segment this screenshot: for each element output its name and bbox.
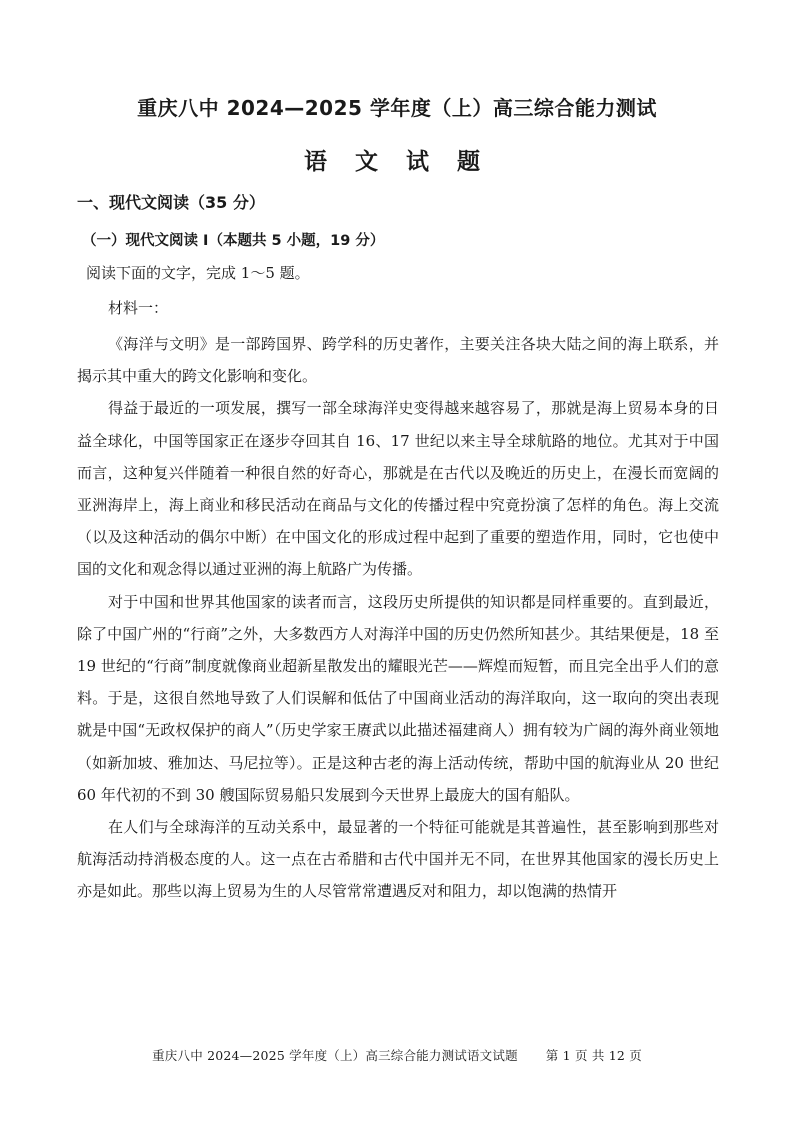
subject-title: 语 文 试 题 — [303, 149, 491, 175]
passage-body — [77, 328, 719, 908]
footer-exam-name: 重庆八中 2024—2025 学年度（上）高三综合能力测试语文试题 — [152, 1048, 518, 1063]
footer-page-info: 第 1 页 共 12 页 — [545, 1048, 642, 1063]
material-label: 材料一： — [108, 299, 169, 317]
section-heading: 一、现代文阅读（35 分） — [77, 193, 265, 212]
passage-paragraph: 《海洋与文明》是一部跨国界、跨学科的历史著作，主要关注各块大陆之间的海上联系，并揭示其中重大的跨文化影响和变化。 — [77, 335, 719, 386]
reading-instruction: 阅读下面的文字，完成 1～5 题。 — [86, 264, 310, 282]
passage-paragraph: 对于中国和世界其他国家的读者而言，这段历史所提供的知识都是同样重要的。直到最近，除了中国广州的“行商”之外，大多数西方人对海洋中国的历史仍然所知甚少。其结果便是，18 至 19 世纪的“行商”制度就像商业超新星散发出的耀眼光芒——辉煌而短暂，而且完全出乎人们的意料。于是，这很自然地导致了人们误解和低估了中国商业活动的海洋取向，这一取向的突出表现就是中国“无政权保护的商人”（历史学家王赓武以此描述福建商人）拥有较为广阔的海外商业领地（如新加坡、雅加达、马尼拉等）。正是这种古老的海上活动传统，帮助中国的航海业从 20 世纪 60 年代初的不到 30 艘国际贸易船只发展到今天世界上最庞大的国有船队。 — [77, 592, 719, 804]
passage-paragraph: 得益于最近的一项发展，撰写一部全球海洋史变得越来越容易了，那就是海上贸易本身的日益全球化，中国等国家正在逐步夺回其自 16、17 世纪以来主导全球航路的地位。尤其对于中国而言，这种复兴伴随着一种很自然的好奇心，那就是在古代以及晚近的历史上，在漫长而宽阔的亚洲海岸上，海上商业和移民活动在商品与文化的传播过程中究竟扮演了怎样的角色。海上交流（以及这种活动的偶尔中断）在中国文化的形成过程中起到了重要的塑造作用，同时，它也使中国的文化和观念得以通过亚洲的海上航路广为传播。 — [77, 399, 719, 579]
page-footer — [0, 1046, 794, 1064]
passage-paragraph: 在人们与全球海洋的互动关系中，最显著的一个特征可能就是其普遍性，甚至影响到那些对航海活动持消极态度的人。这一点在古希腊和古代中国并无不同，在世界其他国家的漫长历史上亦是如此。那些以海上贸易为生的人尽管常常遭遇反对和阻力，却以饱满的热情开 — [77, 818, 719, 901]
subsection-heading: （一）现代文阅读 I（本题共 5 小题，19 分） — [82, 233, 385, 249]
exam-title: 重庆八中 2024—2025 学年度（上）高三综合能力测试 — [137, 96, 657, 120]
